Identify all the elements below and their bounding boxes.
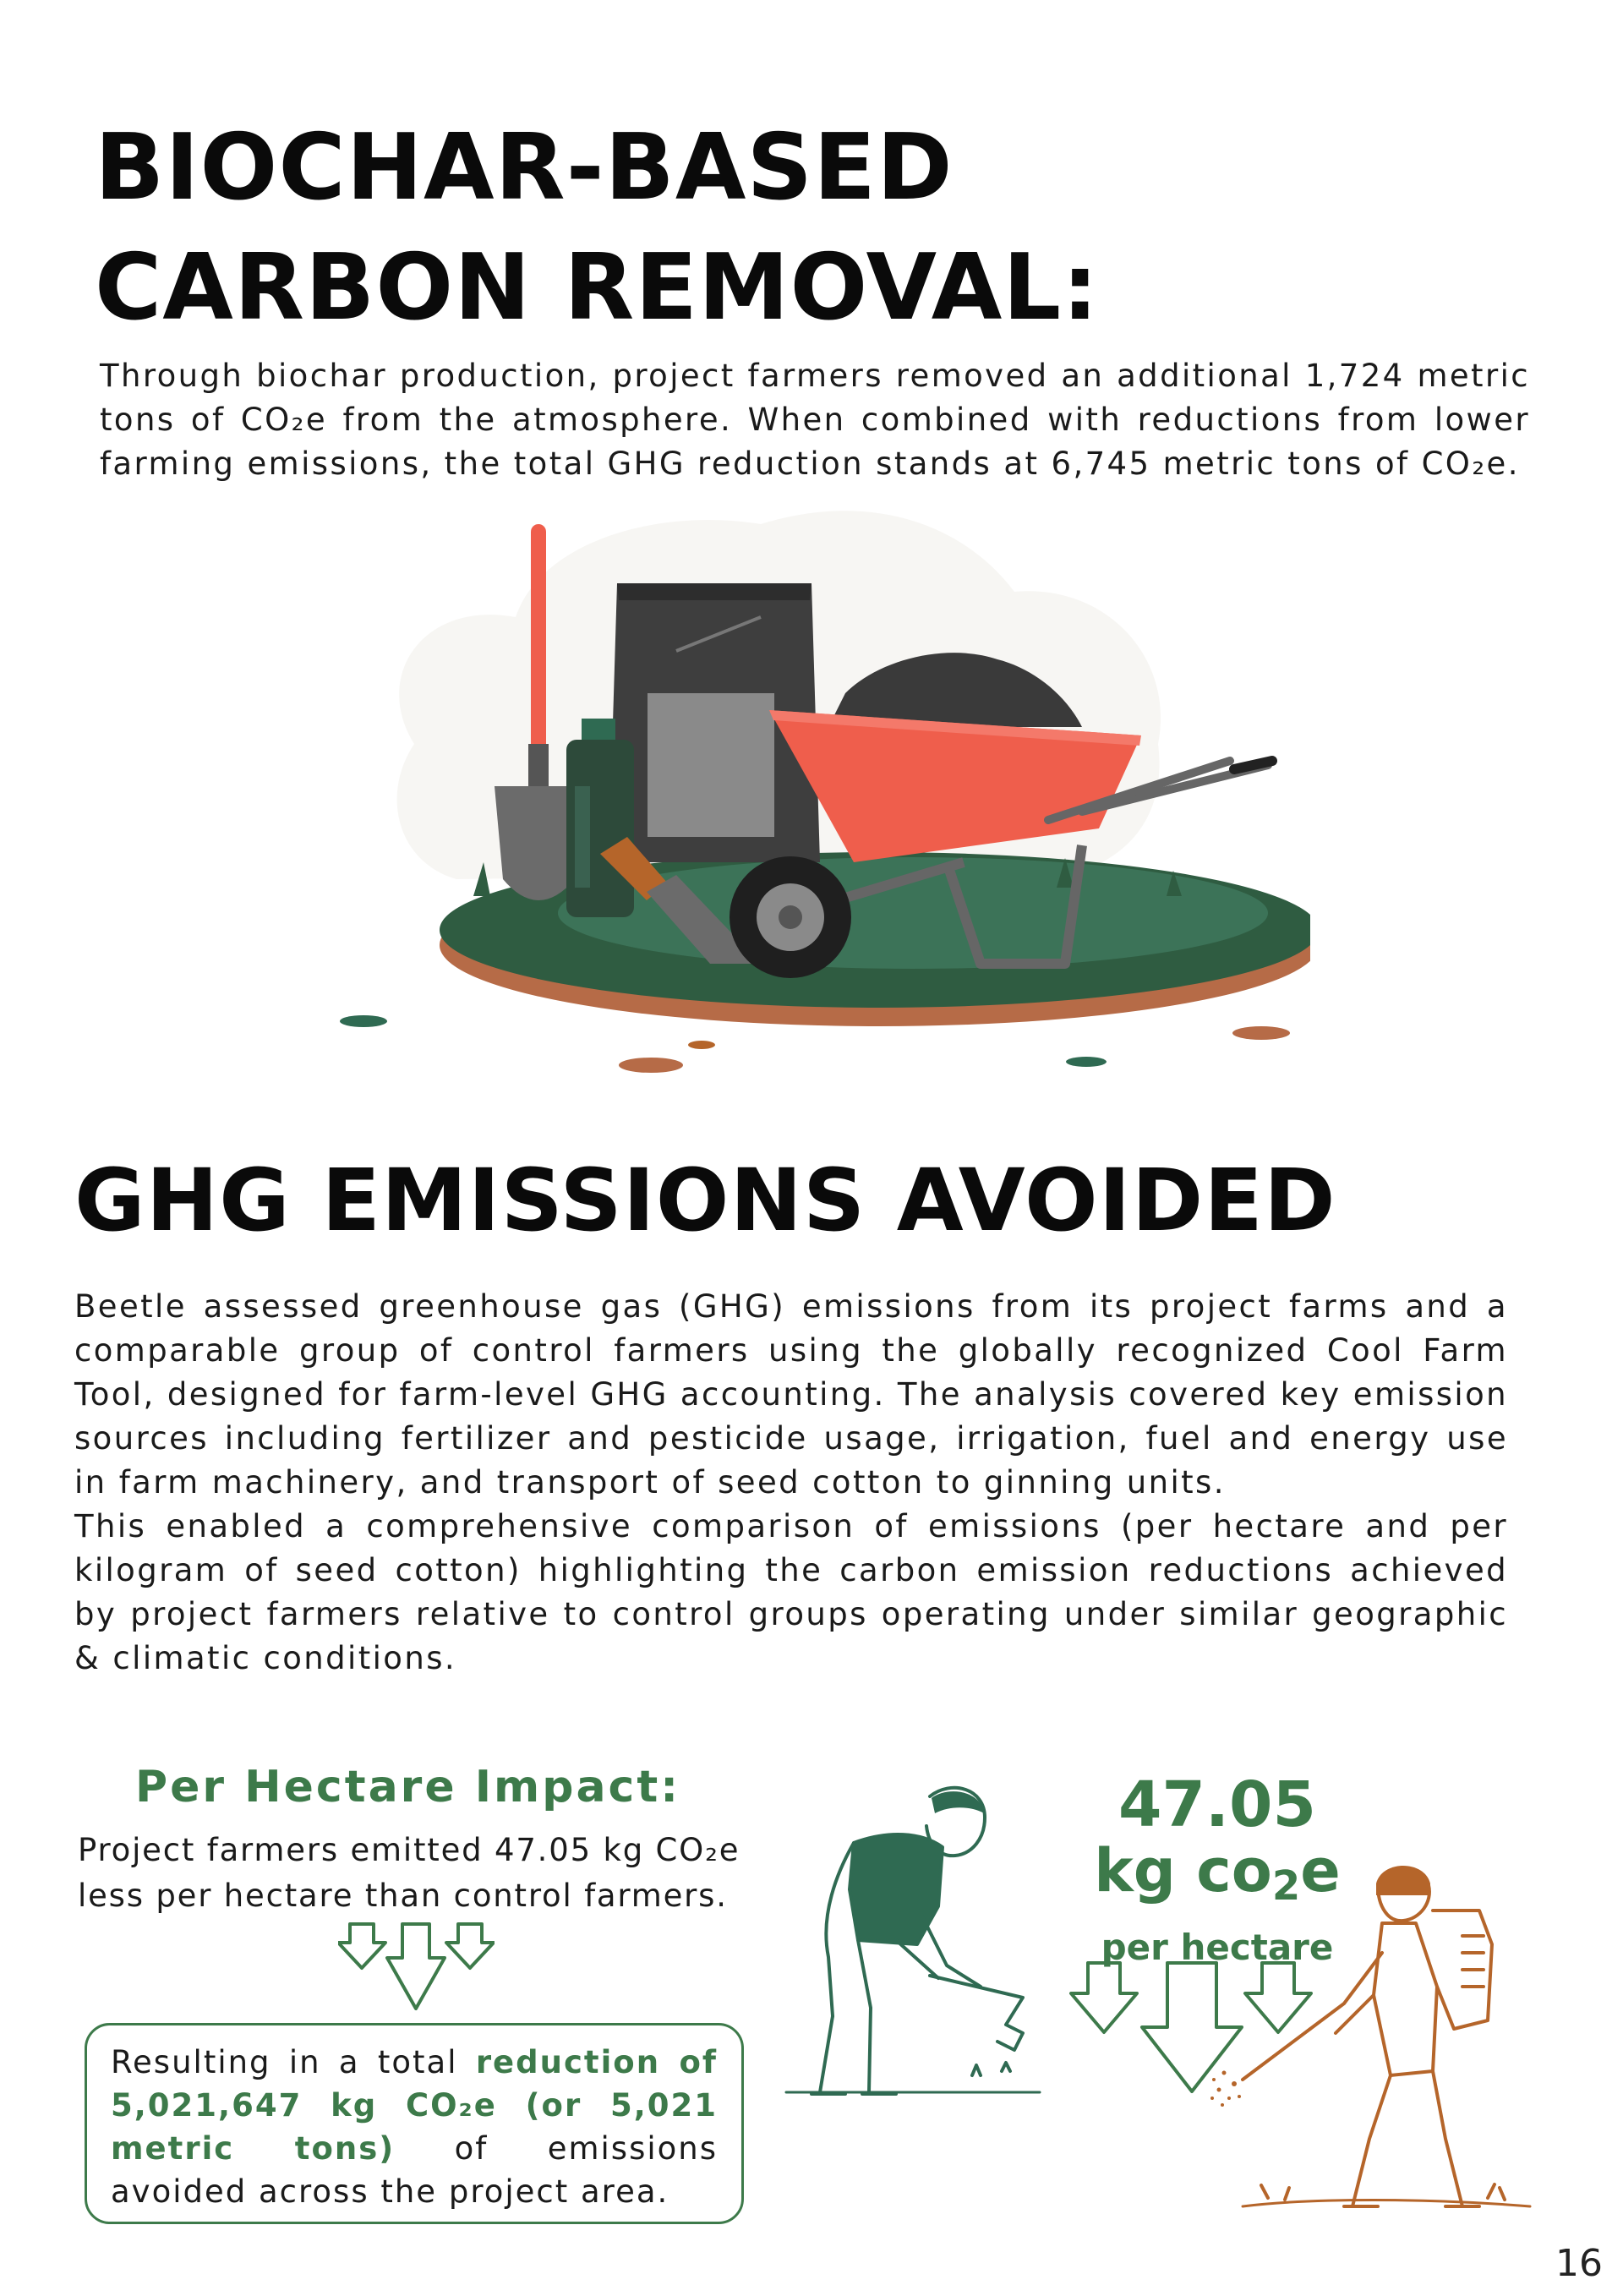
title-line-1: BIOCHAR-BASED (95, 115, 954, 221)
result-highlight: reduction of 5,021,647 kg CO₂e (or 5,021 metric tons) (111, 2044, 718, 2167)
stat-value: 47.05 (1118, 1768, 1317, 1841)
farmer-digging-illustration (769, 1779, 1057, 2101)
stat-per: per hectare (1101, 1927, 1334, 1968)
result-box (85, 2023, 744, 2224)
per-hectare-title: Per Hectare Impact: (135, 1762, 681, 1812)
ghg-section-title: GHG EMISSIONS AVOIDED (74, 1151, 1336, 1251)
ghg-paragraph-1: Beetle assessed greenhouse gas (GHG) emissions from its project farms and a comparable group of control farmers using the globally recognized Cool Farm Tool, designed for farm-level GHG accounting. The analysis covered key emission sources including fertilizer and pesticide usage, irrigation, fuel and energy use in farm machinery, and transport of seed cotton to ginning units. (74, 1288, 1508, 1501)
down-arrows-icon (338, 1921, 495, 2014)
biochar-section-title (95, 108, 1099, 348)
farmer-spraying-illustration (1209, 1851, 1547, 2223)
title-line-2: CARBON REMOVAL: (95, 235, 1100, 341)
stat-unit: kg $co_2e$ (1094, 1836, 1341, 1910)
biochar-paragraph: Through biochar production, project farmers removed an additional 1,724 metric tons of CO₂e from the atmosphere. When combined with reductions from lower farming emissions, the total GHG reduction stands at 6,745 metric tons of CO₂e. (100, 358, 1530, 482)
ghg-paragraph-2: This enabled a comprehensive comparison of emissions (per hectare and per kilogram of seed cotton) highlighting the carbon emission reductions achieved by project farmers relative to control groups operating under similar geographic & climatic conditions. (74, 1508, 1508, 1676)
per-hectare-text: Project farmers emitted 47.05 kg CO₂e less per hectare than control farmers. (78, 1832, 740, 1914)
biochar-illustration (321, 490, 1310, 1082)
result-prefix: Resulting in a total (111, 2044, 476, 2080)
page-number: 16 (1555, 2242, 1603, 2285)
ghg-paragraph (74, 1285, 1508, 1681)
result-suffix: of emissions avoided across the project area. (111, 2130, 718, 2210)
